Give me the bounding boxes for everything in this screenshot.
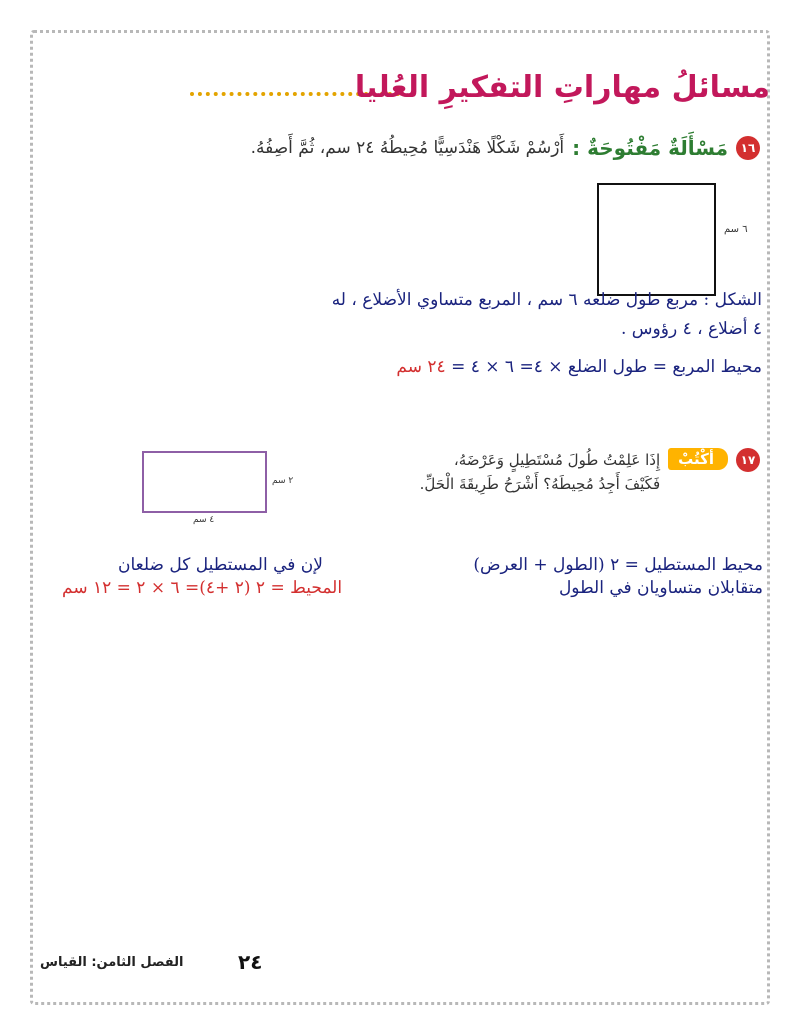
rectangle-length-label: ٤ سم [193, 515, 215, 525]
answer-shape-line1: الشكل : مربع طول ضلعه ٦ سم ، المربع متساوي الأضلاع ، له [331, 290, 762, 310]
answer-rectangle-formula: محيط المستطيل = ٢ (الطول + العرض) [473, 555, 763, 575]
answer-square-perimeter [396, 357, 762, 377]
perimeter-formula: محيط المربع = طول الضلع × ٤= ٦ × ٤ = [451, 357, 762, 377]
question-label: مَسْأَلَةٌ مَفْتُوحَةٌ : [572, 136, 728, 160]
answer-reason-line1: لإن في المستطيل كل ضلعان [118, 555, 323, 575]
question-number-badge: ١٧ [736, 448, 760, 472]
chapter-title: الفصل الثامن: القياس [40, 955, 184, 970]
question-text [420, 448, 660, 496]
rectangle-figure [142, 451, 267, 513]
question-number-badge: ١٦ [736, 136, 760, 160]
square-side-label: ٦ سم [724, 224, 748, 235]
question-line1: إِذَا عَلِمْتُ طُولَ مُسْتَطِيلٍ وَعَرْضَهُ، [453, 451, 661, 469]
section-heading: مسائلُ مهاراتِ التفكيرِ العُليا [354, 70, 770, 105]
question-text: أَرْسُمْ شَكْلًا هَنْدَسِيًّا مُحِيطُهُ ٢٤ سم، ثُمَّ أَصِفُهُ. [250, 138, 565, 158]
question-17 [420, 448, 760, 496]
write-badge-label: أكْتُبْ [678, 450, 714, 468]
rectangle-width-label: ٢ سم [272, 476, 294, 486]
square-figure [597, 183, 716, 296]
answer-rectangle-calculation: المحيط = ٢ (٢ +٤)= ٦ × ٢ = ١٢ سم [62, 578, 343, 598]
answer-reason-line2: متقابلان متساويان في الطول [558, 578, 763, 598]
answer-shape-line2: ٤ أضلاع ، ٤ رؤوس . [620, 319, 762, 339]
page-number: ٢٤ [238, 950, 263, 974]
question-16 [251, 136, 760, 160]
question-line2: فَكَيْفَ أَجِدُ مُحِيطَهُ؟ أَشْرَحُ طَرِيقَةَ الْحَلِّ. [419, 475, 661, 493]
pencil-icon [668, 448, 728, 470]
perimeter-result: ٢٤ سم [396, 357, 446, 377]
page-border [30, 30, 770, 1005]
